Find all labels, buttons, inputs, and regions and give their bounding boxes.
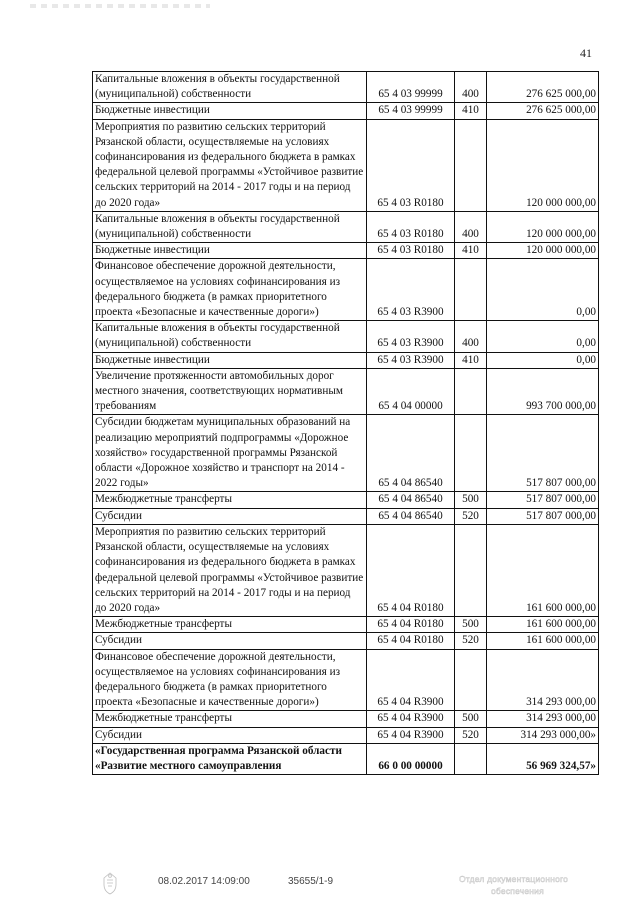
row-amount-cell: 314 293 000,00»: [487, 727, 599, 743]
table-row: [93, 103, 599, 119]
footer-date: 08.02.2017 14:09:00: [158, 876, 250, 887]
row-code-cell: 65 4 04 R3900: [367, 711, 455, 727]
row-expense-type-cell: [455, 524, 487, 616]
row-amount-cell: 120 000 000,00: [487, 211, 599, 242]
page-footer: [0, 874, 640, 904]
row-expense-type-cell: [455, 119, 487, 211]
row-name-cell: Бюджетные инвестиции: [93, 352, 367, 368]
row-expense-type-cell: 500: [455, 492, 487, 508]
row-code-cell: 65 4 04 R3900: [367, 649, 455, 711]
table-row: [93, 72, 599, 103]
row-amount-cell: 161 600 000,00: [487, 633, 599, 649]
row-name-cell: Субсидии бюджетам муниципальных образований на реализацию мероприятий подпрограммы «Дорожное хозяйство» государственной программы Рязанской области «Дорожное хозяйство и транспорт на 2014 - 2022 годы»: [93, 415, 367, 492]
row-code-cell: 65 4 03 R0180: [367, 211, 455, 242]
svg-text:Отдел документационного: Отдел документационного: [459, 874, 569, 884]
row-name-cell: Увеличение протяженности автомобильных дорог местного значения, соответствующих нормативным требованиям: [93, 368, 367, 415]
row-name-cell: Межбюджетные трансферты: [93, 711, 367, 727]
row-amount-cell: 0,00: [487, 352, 599, 368]
row-amount-cell: 120 000 000,00: [487, 119, 599, 211]
row-name-cell: Капитальные вложения в объекты государственной (муниципальной) собственности: [93, 321, 367, 352]
row-amount-cell: 314 293 000,00: [487, 649, 599, 711]
table-row: [93, 492, 599, 508]
row-expense-type-cell: 500: [455, 617, 487, 633]
row-name-cell: Межбюджетные трансферты: [93, 617, 367, 633]
budget-table: [92, 71, 599, 775]
row-name-cell: «Государственная программа Рязанской области «Развитие местного самоуправления: [93, 743, 367, 774]
table-row: [93, 524, 599, 616]
table-row: [93, 259, 599, 321]
table-row: [93, 243, 599, 259]
table-row: [93, 711, 599, 727]
row-expense-type-cell: [455, 368, 487, 415]
row-code-cell: 65 4 03 R3900: [367, 352, 455, 368]
row-code-cell: 65 4 03 R3900: [367, 259, 455, 321]
row-code-cell: 65 4 04 R0180: [367, 633, 455, 649]
row-amount-cell: 161 600 000,00: [487, 524, 599, 616]
row-name-cell: Межбюджетные трансферты: [93, 492, 367, 508]
table-row: [93, 649, 599, 711]
table-row: [93, 633, 599, 649]
row-expense-type-cell: [455, 743, 487, 774]
row-amount-cell: 0,00: [487, 321, 599, 352]
table-row: [93, 415, 599, 492]
document-stamp: [455, 870, 595, 898]
row-amount-cell: 161 600 000,00: [487, 617, 599, 633]
row-amount-cell: 314 293 000,00: [487, 711, 599, 727]
row-name-cell: Бюджетные инвестиции: [93, 103, 367, 119]
row-name-cell: Бюджетные инвестиции: [93, 243, 367, 259]
row-code-cell: 65 4 04 86540: [367, 508, 455, 524]
row-expense-type-cell: 410: [455, 243, 487, 259]
table-row: [93, 321, 599, 352]
row-code-cell: 65 4 04 R3900: [367, 727, 455, 743]
emblem-icon: [99, 870, 121, 896]
table-row: [93, 368, 599, 415]
scan-artifact: [30, 4, 210, 8]
row-expense-type-cell: 520: [455, 508, 487, 524]
row-code-cell: 65 4 04 86540: [367, 415, 455, 492]
row-amount-cell: 0,00: [487, 259, 599, 321]
table-row: [93, 508, 599, 524]
row-name-cell: Мероприятия по развитию сельских территорий Рязанской области, осуществляемые на условиях софинансирования из федерального бюджета в рамках федеральной целевой программы «Устойчивое развитие сельских территорий на 2014 - 2017 годы и на период до 2020 года»: [93, 524, 367, 616]
table-row: [93, 211, 599, 242]
row-expense-type-cell: 520: [455, 727, 487, 743]
row-code-cell: 65 4 04 R0180: [367, 524, 455, 616]
row-amount-cell: 517 807 000,00: [487, 508, 599, 524]
row-code-cell: 65 4 03 R0180: [367, 243, 455, 259]
row-expense-type-cell: 500: [455, 711, 487, 727]
table-row: [93, 743, 599, 774]
table-row: [93, 617, 599, 633]
row-name-cell: Финансовое обеспечение дорожной деятельности, осуществляемое на условиях софинансирования из федерального бюджета (в рамках приоритетного проекта «Безопасные и качественные дороги»): [93, 649, 367, 711]
table-row: [93, 727, 599, 743]
row-code-cell: 66 0 00 00000: [367, 743, 455, 774]
row-amount-cell: 276 625 000,00: [487, 72, 599, 103]
row-name-cell: Субсидии: [93, 633, 367, 649]
row-expense-type-cell: 410: [455, 352, 487, 368]
row-name-cell: Финансовое обеспечение дорожной деятельности, осуществляемое на условиях софинансирования из федерального бюджета (в рамках приоритетного проекта «Безопасные и качественные дороги»): [93, 259, 367, 321]
row-code-cell: 65 4 04 00000: [367, 368, 455, 415]
row-name-cell: Капитальные вложения в объекты государственной (муниципальной) собственности: [93, 211, 367, 242]
row-amount-cell: 120 000 000,00: [487, 243, 599, 259]
row-expense-type-cell: 400: [455, 321, 487, 352]
row-amount-cell: 517 807 000,00: [487, 492, 599, 508]
row-code-cell: 65 4 03 R3900: [367, 321, 455, 352]
row-expense-type-cell: 400: [455, 211, 487, 242]
row-expense-type-cell: 400: [455, 72, 487, 103]
row-code-cell: 65 4 04 R0180: [367, 617, 455, 633]
row-expense-type-cell: 520: [455, 633, 487, 649]
row-code-cell: 65 4 04 86540: [367, 492, 455, 508]
row-amount-cell: 517 807 000,00: [487, 415, 599, 492]
row-expense-type-cell: [455, 415, 487, 492]
table-row: [93, 119, 599, 211]
row-code-cell: 65 4 03 99999: [367, 103, 455, 119]
row-name-cell: Субсидии: [93, 508, 367, 524]
row-code-cell: 65 4 03 99999: [367, 72, 455, 103]
row-amount-cell: 276 625 000,00: [487, 103, 599, 119]
table-row: [93, 352, 599, 368]
row-amount-cell: 993 700 000,00: [487, 368, 599, 415]
row-code-cell: 65 4 03 R0180: [367, 119, 455, 211]
row-expense-type-cell: 410: [455, 103, 487, 119]
budget-table-body: [93, 72, 599, 775]
row-amount-cell: 56 969 324,57»: [487, 743, 599, 774]
row-expense-type-cell: [455, 259, 487, 321]
page-number: 41: [580, 46, 592, 60]
row-name-cell: Субсидии: [93, 727, 367, 743]
row-name-cell: Капитальные вложения в объекты государственной (муниципальной) собственности: [93, 72, 367, 103]
row-name-cell: Мероприятия по развитию сельских территорий Рязанской области, осуществляемые на условиях софинансирования из федерального бюджета в рамках федеральной целевой программы «Устойчивое развитие сельских территорий на 2014 - 2017 годы и на период до 2020 года»: [93, 119, 367, 211]
row-expense-type-cell: [455, 649, 487, 711]
svg-text:обеспечения: обеспечения: [491, 886, 544, 896]
footer-doc-number: 35655/1-9: [288, 876, 334, 887]
